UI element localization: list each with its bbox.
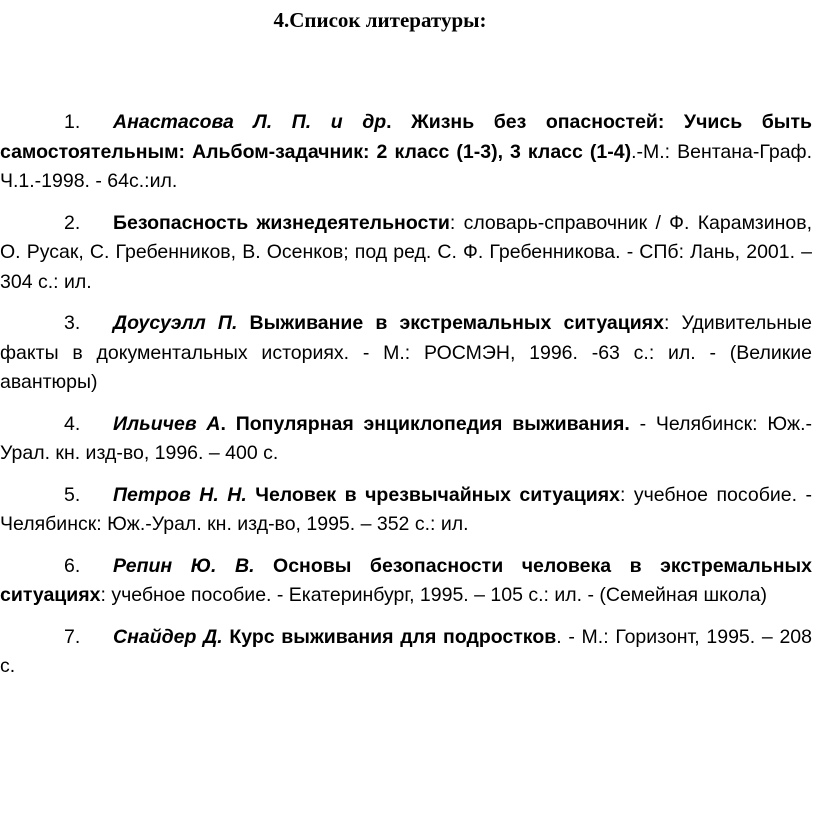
reference-list (0, 108, 812, 694)
reference-number: 6. (64, 554, 81, 577)
reference-item (0, 108, 812, 197)
reference-title: Популярная энциклопедия выживания. (235, 412, 630, 435)
reference-author-separator: . (386, 111, 412, 133)
reference-details: : учебное пособие. - Екатеринбург, 1995. – 105 с.: ил. - (Семейная школа) (100, 584, 768, 606)
reference-item (0, 309, 812, 398)
reference-number: 5. (64, 483, 81, 506)
reference-author-separator (237, 312, 249, 334)
reference-author: Снайдер Д. (113, 625, 223, 648)
reference-author: Ильичев А (113, 412, 221, 435)
reference-author: Доусуэлл П. (113, 312, 238, 334)
reference-details: . - М.: Горизонт, 1995. – 208 с. (0, 625, 812, 677)
reference-author: Репин Ю. В. (113, 554, 255, 577)
reference-item (0, 623, 812, 682)
reference-details: - Челябинск: Юж.-Урал. кн. изд-во, 1996. – 400 с. (0, 412, 812, 464)
reference-author-separator (255, 555, 274, 577)
reference-details: : учебное пособие. - Челябинск: Юж.-Урал. кн. изд-во, 1995. – 352 с.: ил. (0, 483, 812, 535)
reference-title: Выживание в экстремальных ситуациях (249, 312, 664, 334)
reference-title: Жизнь без опасностей: Учись быть самостоятельным: Альбом-задачник: 2 класс (1-3), 3 класс (1-4) (0, 111, 812, 163)
reference-item (0, 552, 812, 611)
reference-details: : словарь-справочник / Ф. Карамзинов, О. Русак, С. Гребенников, В. Осенков; под ред. С. Ф. Гребенникова. - СПб: Лань, 2001. – 304 с.: ил. (0, 211, 813, 293)
reference-title: Безопасность жизнедеятельности (113, 211, 450, 234)
reference-title: Курс выживания для подростков (229, 625, 557, 648)
reference-item (0, 481, 812, 540)
reference-details: .-М.: Вентана-Граф. Ч.1.-1998. - 64с.:ил. (0, 140, 812, 192)
reference-author-separator (247, 484, 255, 506)
reference-number: 4. (64, 412, 81, 435)
reference-title: Основы безопасности человека в экстремальных ситуациях (0, 554, 812, 606)
reference-number: 7. (64, 625, 81, 648)
reference-number: 3. (64, 312, 81, 334)
reference-author-separator: . (220, 412, 236, 435)
reference-author: Петров Н. Н. (113, 483, 247, 506)
page-title: 4.Список литературы: (273, 8, 487, 32)
reference-item (0, 209, 812, 298)
reference-number: 1. (64, 111, 81, 133)
reference-author: Анастасова Л. П. и др (113, 111, 387, 133)
reference-details: : Удивительные факты в документальных историях. - М.: РОСМЭН, 1996. -63 с.: ил. - (Великие авантюры) (0, 312, 812, 393)
reference-item (0, 410, 812, 469)
reference-title: Человек в чрезвычайных ситуациях (255, 483, 620, 506)
reference-number: 2. (64, 211, 81, 234)
